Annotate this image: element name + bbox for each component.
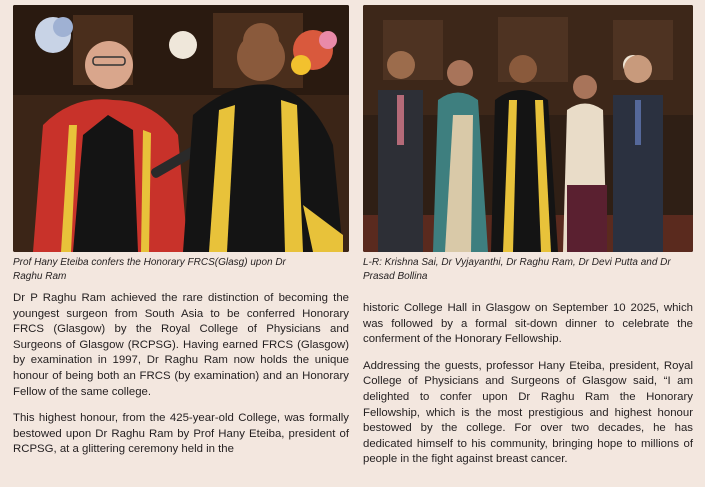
article-paragraph: historic College Hall in Glasgow on September 10 2025, which was followed by a formal sit-down dinner to celebrate the conferment of the Honorary Fellowship. (363, 302, 693, 346)
article-column-right (363, 301, 693, 479)
photo-caption-right: L-R: Krishna Sai, Dr Vyjayanthi, Dr Raghu Ram, Dr Devi Putta and Dr Prasad Bollina (363, 257, 671, 282)
article-paragraph: Addressing the guests, professor Hany Eteiba, president, Royal College of Physicians and Surgeons of Glasgow said, “I am delighted to confer upon Dr Raghu Ram the Honorary Fellowship, which is the most prestigious and highest honour bestowed by the college. For over two decades, he has dedicated himself to his community, bringing hope to millions of people in the fight against breast cancer. (363, 359, 693, 466)
article-column-left (13, 291, 349, 469)
ceremony-photo (13, 5, 349, 252)
group-photo (363, 5, 693, 252)
photo-caption-left: Prof Hany Eteiba confers the Honorary FRCS(Glasg) upon Dr Raghu Ram (13, 257, 286, 282)
article-paragraph: This highest honour, from the 425-year-old College, was formally bestowed upon Dr Raghu Ram by Prof Hany Eteiba, president of RCPSG, at a glittering ceremony held in the (13, 412, 349, 456)
article-paragraph: Dr P Raghu Ram achieved the rare distinction of becoming the youngest surgeon from South Asia to be conferred Honorary FRCS (Glasgow) by the Royal College of Physicians and Surgeons of Glasgow (RCPSG). Having earned FRCS (Glasgow) by examination in 1997, Dr Raghu Ram now holds the unique honour of being both an FRCS (by examination) and an Honorary Fellow of the same college. (13, 292, 349, 398)
